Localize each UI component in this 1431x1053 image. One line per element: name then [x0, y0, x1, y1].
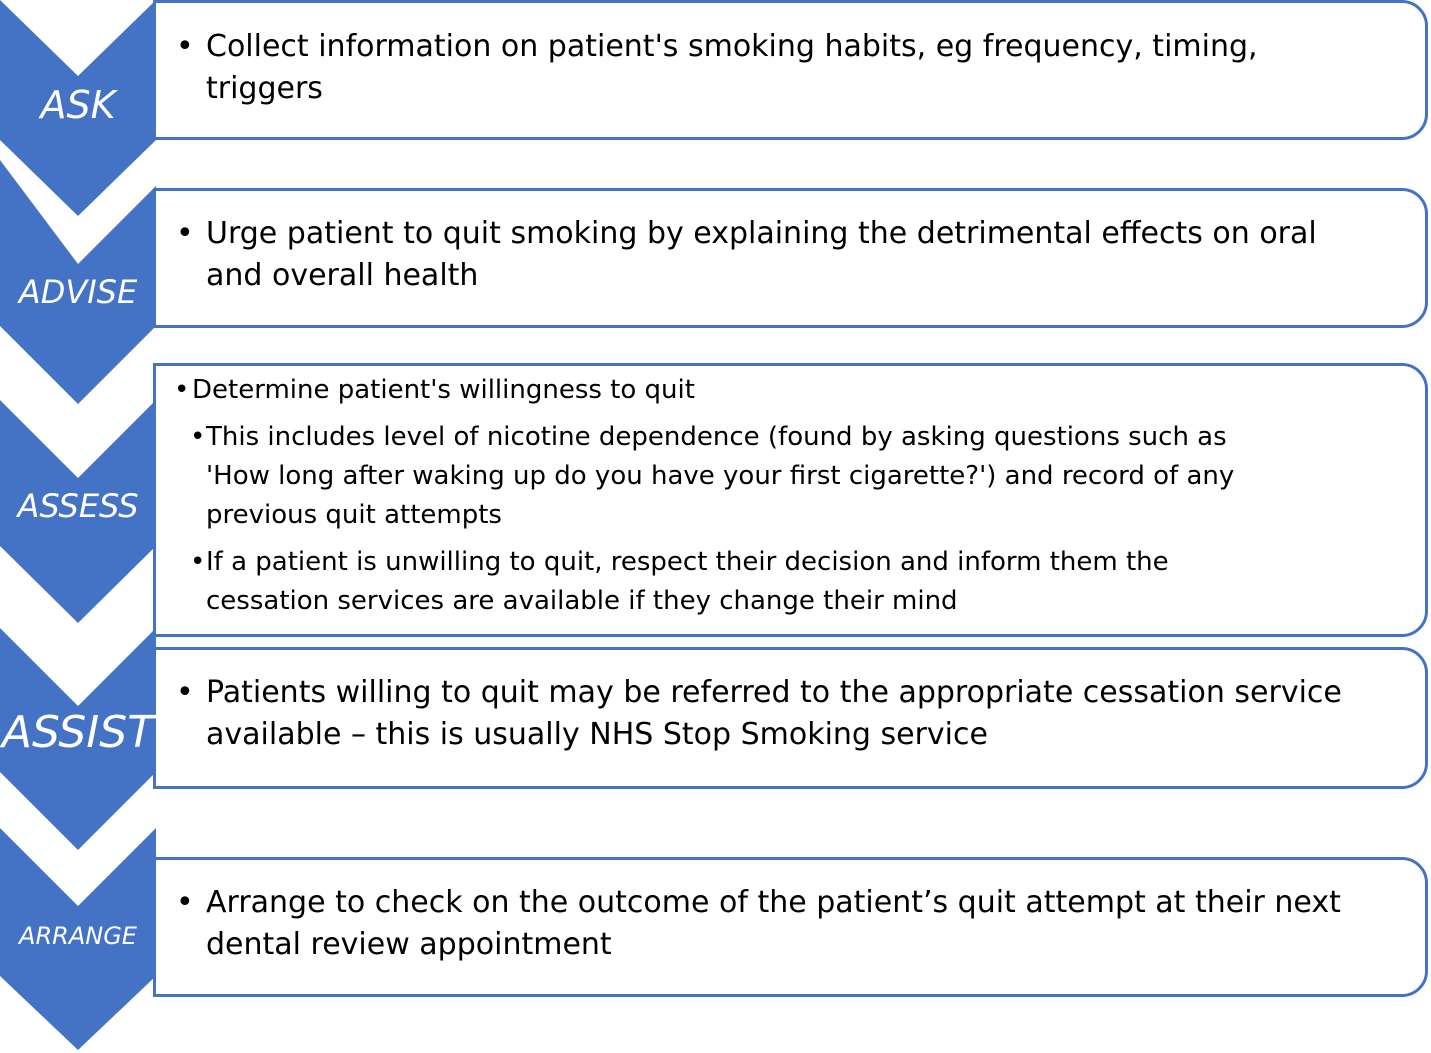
bullet-dot: • [176, 29, 194, 64]
step-label-advise: ADVISE [18, 273, 138, 311]
assess-bullet-text: Determine patient's willingness to quit [192, 375, 695, 405]
bullet-dot: • [190, 422, 206, 452]
assess-subbullet-text: If a patient is unwilling to quit, respect their decision and inform them the cessation services are available if they change their mind [206, 547, 1169, 616]
advise-bullet-text: Urge patient to quit smoking by explaining the detrimental effects on oral and overall health [206, 216, 1317, 293]
assist-bullet-item [176, 672, 1342, 756]
ask-bullet-item [176, 26, 1258, 110]
bullet-dot: • [176, 885, 194, 920]
bullet-dot: • [176, 675, 194, 710]
arrange-bullet-item [176, 882, 1341, 966]
step-label-arrange: ARRANGE [19, 922, 137, 950]
assess-bullet-item [174, 371, 695, 410]
advise-bullet-item [176, 213, 1317, 297]
bullet-dot: • [174, 375, 190, 405]
bullet-dot: • [176, 216, 194, 251]
assess-subbullet-text: This includes level of nicotine dependence (found by asking questions such as 'How long after waking up do you have your first cigarette?') and record of any previous quit attempts [206, 422, 1235, 530]
arrange-bullet-text: Arrange to check on the outcome of the patient’s quit attempt at their next dental review appointment [206, 885, 1341, 962]
step-label-assess: ASSESS [17, 487, 139, 525]
step-label-ask: ASK [40, 83, 116, 127]
ask-bullet-text: Collect information on patient's smoking habits, eg frequency, timing, triggers [206, 29, 1258, 106]
assist-bullet-text: Patients willing to quit may be referred to the appropriate cessation service available – this is usually NHS Stop Smoking service [206, 675, 1342, 752]
assess-subbullet-item [190, 543, 1169, 621]
assess-subbullet-item [190, 418, 1234, 535]
bullet-dot: • [190, 547, 206, 577]
step-label-assist: ASSIST [1, 707, 155, 758]
